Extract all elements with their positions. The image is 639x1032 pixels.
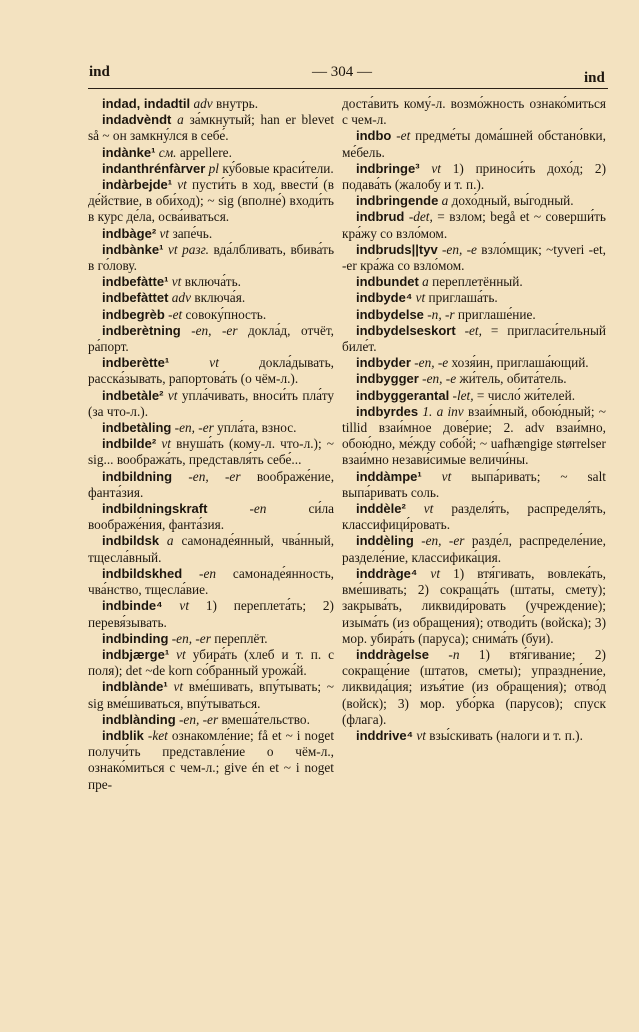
dictionary-entry <box>342 404 606 469</box>
definition-text: взы́скивать (налоги и т. п.). <box>429 727 583 743</box>
headword: indbrud <box>356 209 405 225</box>
headword: indbinding <box>102 630 169 646</box>
headword: indbàge² <box>102 225 157 241</box>
left-column <box>88 96 334 793</box>
dictionary-entry <box>342 193 606 209</box>
definition-text: самонаде́янный, чва́нный, тщесла́вный. <box>88 533 335 565</box>
dictionary-entry <box>342 290 606 306</box>
headword: indbefàtte¹ <box>102 274 169 290</box>
headword: indbringe³ <box>356 160 420 176</box>
grammar-label: vt <box>161 436 171 452</box>
dictionary-entry <box>342 274 606 290</box>
dictionary-entry <box>88 226 334 242</box>
dictionary-entry <box>342 323 606 355</box>
page-number: — 304 — <box>312 64 372 80</box>
headword: inddràgelse <box>356 646 429 662</box>
dictionary-entry <box>342 96 606 128</box>
headword: inddràge⁴ <box>356 565 418 581</box>
grammar-label: a <box>177 112 184 128</box>
grammar-label: -en, -er <box>191 322 238 338</box>
grammar-label: -en, -e <box>422 371 457 387</box>
headword: indad, indadtil <box>102 96 191 111</box>
headword: inddèling <box>356 533 414 549</box>
grammar-label: -det, <box>408 209 433 225</box>
dictionary-entry <box>88 96 334 112</box>
grammar-label: vt разг. <box>167 241 209 257</box>
grammar-label: -let, <box>452 387 474 403</box>
grammar-label: a <box>422 274 429 290</box>
grammar-label: -et, <box>464 322 482 338</box>
definition-text: взло́мщик; ~tyveri -et, -er кра́жа со взло́мом. <box>342 241 606 274</box>
grammar-label: 1. a inv <box>422 403 464 419</box>
definition-text: докла́д, отчёт, ра́порт. <box>88 322 334 355</box>
dictionary-entry <box>88 290 334 306</box>
dictionary-entry <box>88 647 334 679</box>
grammar-label: -en <box>199 565 216 581</box>
definition-text: вме́шивать, впу́тывать; ~ sig вме́шиваться, впу́тываться. <box>88 679 334 711</box>
dictionary-entry <box>88 355 334 387</box>
grammar-label: vt <box>415 290 426 306</box>
grammar-label: vt <box>423 501 434 517</box>
grammar-label: vt <box>176 646 186 662</box>
grammar-label: adv <box>171 290 191 306</box>
headword: indbyde⁴ <box>356 290 413 306</box>
definition-text: переплёт. <box>214 630 268 646</box>
headword: indbundet <box>356 274 419 290</box>
headword: indbildskhed <box>102 565 183 581</box>
dictionary-entry <box>342 307 606 323</box>
definition-text: 1) втя́гивание; 2) сокраще́ние (штатов, сметы); упраздне́ние, ликвида́ция; изъя́тие (из обращения); отво́д (войск); 3) мор. убо́рка (парусов); спуск (флага). <box>342 646 606 727</box>
dictionary-entry <box>88 598 334 630</box>
definition-text: appellere. <box>179 144 232 160</box>
definition-text: самонаде́янность, чва́нство, тщесла́вие. <box>88 565 334 598</box>
definition-text: переплетённый. <box>432 274 523 290</box>
dictionary-entry <box>342 728 606 744</box>
dictionary-entry <box>342 161 606 193</box>
dictionary-entry <box>342 533 606 565</box>
definition-text: выпа́ривать; ~ salt выпа́ривать соль. <box>342 468 606 500</box>
grammar-label: -ket <box>147 727 168 743</box>
definition-text: жи́тель, обита́тель. <box>459 371 567 387</box>
grammar-label: -n, -r <box>427 306 455 322</box>
headword: indbinde⁴ <box>102 598 163 614</box>
headword: indbànke¹ <box>102 241 164 257</box>
headword: indblànding <box>102 711 176 727</box>
grammar-label: vt <box>416 727 426 743</box>
headword: indbo <box>356 128 392 144</box>
definition-text: приглаша́ть. <box>428 290 498 306</box>
definition-text: разде́л, распределе́ние, разделе́ние, классифика́ция. <box>342 533 607 565</box>
headword: indberètte¹ <box>102 355 170 371</box>
grammar-label: -en, -er <box>174 420 214 436</box>
dictionary-entry <box>88 728 334 793</box>
headword: indbildsk <box>102 533 160 549</box>
dictionary-entry <box>88 631 334 647</box>
definition-text: вда́лбливать, вбива́ть в го́лову. <box>88 241 335 274</box>
definition-text: ку́бовые краси́тели. <box>222 160 334 176</box>
headword: indbydelse <box>356 306 424 322</box>
dictionary-entry <box>88 161 334 177</box>
headword: indbilde² <box>102 436 157 452</box>
dictionary-entry <box>88 307 334 323</box>
dictionary-entry <box>88 388 334 420</box>
grammar-label: -en <box>249 501 267 517</box>
dictionary-entry <box>342 371 606 387</box>
definition-text: запе́чь. <box>172 225 213 241</box>
headword: indberètning <box>102 322 181 338</box>
definition-text: за́мкнутый; han er blevet så ~ он замкну́лся в себе́. <box>88 112 335 144</box>
grammar-label: vt <box>167 387 178 403</box>
headword: indblik <box>102 727 144 743</box>
definition-text: доста́вить кому́-л. возмо́жность ознако́миться с чем-л. <box>342 96 606 128</box>
headword: indbefàttet <box>102 290 169 306</box>
grammar-label: см. <box>158 144 177 160</box>
grammar-label: -en, -er <box>171 630 211 646</box>
dictionary-entry <box>88 242 334 274</box>
definition-text: дохо́дный, вы́годный. <box>451 193 574 209</box>
headword: indblànde¹ <box>102 679 168 695</box>
dictionary-entry <box>342 469 606 501</box>
headword: indanthrénfàrver <box>102 160 206 176</box>
dictionary-entry <box>88 420 334 436</box>
headword: indbygger <box>356 371 419 387</box>
dictionary-entry <box>342 501 606 533</box>
definition-text: упла́та, взнос. <box>217 420 297 436</box>
grammar-label: -en, -er <box>421 533 465 549</box>
definition-text: 1) переплета́ть; 2) перевя́зывать. <box>88 598 334 630</box>
headword: indànke¹ <box>102 144 156 160</box>
grammar-label: -et <box>396 128 411 144</box>
dictionary-entry <box>88 112 334 144</box>
headword: inddàmpe¹ <box>356 468 422 484</box>
grammar-label: vt <box>430 565 441 581</box>
definition-text: воображе́ние, фанта́зия. <box>88 468 335 500</box>
headword: indàrbejde¹ <box>102 177 173 193</box>
definition-text: докла́дывать, расска́зывать, рапортова́ть (о чём-л.). <box>88 355 335 387</box>
grammar-label: -en, -er <box>188 468 241 484</box>
headword: indbjærge¹ <box>102 646 170 662</box>
definition-text: убира́ть (хлеб и т. п. с поля); det ~de korn со́бранный урожа́й. <box>88 646 335 679</box>
dictionary-entry <box>342 209 606 241</box>
definition-text: = взлом; begå et ~ соверши́ть кра́жу со взло́мом. <box>342 209 607 241</box>
grammar-label: pl <box>208 160 219 176</box>
headword: indbyder <box>356 355 411 371</box>
headword: inddèle² <box>356 501 406 517</box>
definition-text: си́ла воображе́ния, фанта́зия. <box>88 501 334 533</box>
definition-text: 1) втя́гивать, вовлека́ть, вме́шивать; 2) сокраща́ть (штаты, смету); закрыва́ть, ликвиди́ровать (учреждение); изыма́ть (из обращения); отводи́ть (войска); 3) мор. убира́ть (паруса); снима́ть (буи). <box>342 565 606 646</box>
definition-text: хозя́ин, приглаша́ющий. <box>451 355 589 371</box>
grammar-label: vt <box>441 468 452 484</box>
headword: indadvèndt <box>102 112 172 128</box>
definition-text: внутрь. <box>215 96 259 111</box>
running-head-left: ind <box>89 64 110 80</box>
definition-text: разделя́ть, распределя́ть, классифици́ровать. <box>342 501 606 533</box>
definition-text: включа́ть. <box>184 274 241 290</box>
grammar-label: vt <box>179 598 190 614</box>
headword: indbringende <box>356 193 439 209</box>
definition-text: приглаше́ние. <box>457 306 536 322</box>
definition-text: ознакомле́ние; få et ~ i noget получи́ть представле́ние о чём-л., ознако́миться с чем-л.; give én et ~ i noget пре- <box>88 727 335 792</box>
dictionary-entry <box>342 566 606 647</box>
grammar-label: -en, -er <box>178 711 219 727</box>
running-head-right: ind <box>584 70 605 86</box>
grammar-label: vt <box>209 355 219 371</box>
dictionary-entry <box>88 679 334 711</box>
definition-text: вмеша́тельство. <box>221 711 310 727</box>
definition-text: пусти́ть в ход, ввести́ (в де́йствие, в оби́ход); ~ sig (вполне́) входи́ть в курс де́ла, осва́иваться. <box>88 177 334 225</box>
dictionary-entry <box>88 566 334 598</box>
grammar-label: vt <box>173 679 184 695</box>
grammar-label: a <box>441 193 449 209</box>
definition-text: взаи́мный, обою́дный; ~ tillid взаи́мное дове́рие; 2. adv взаи́мно, обою́дно, ме́жду собо́й; ~ uafhængige størrelser взаи́мно незави́симые величи́ны. <box>342 403 606 468</box>
definition-text: предме́ты дома́шней обстано́вки, ме́бель. <box>342 128 606 160</box>
definition-text: 1) приноси́ть дохо́д; 2) подава́ть (жалобу и т. п.). <box>342 160 607 193</box>
grammar-label: -n <box>448 646 460 662</box>
dictionary-entry <box>342 388 606 404</box>
headword: indbildning <box>102 468 173 484</box>
headword: indbyrdes <box>356 403 419 419</box>
definition-text: упла́чивать, вноси́ть пла́ту (за что-л.). <box>88 387 334 419</box>
headword: indbetàling <box>102 420 172 436</box>
dictionary-entry <box>88 533 334 565</box>
grammar-label: -et <box>168 306 183 322</box>
right-column <box>342 96 606 744</box>
definition-text: = пригласи́тельный биле́т. <box>342 322 607 355</box>
headword: indbruds||tyv <box>356 241 438 257</box>
grammar-label: vt <box>177 177 187 193</box>
dictionary-entry <box>88 469 334 501</box>
definition-text: совоку́пность. <box>185 306 267 322</box>
dictionary-entry <box>342 128 606 160</box>
headword: inddrive⁴ <box>356 727 413 743</box>
dictionary-entry <box>342 647 606 728</box>
dictionary-entry <box>88 177 334 226</box>
grammar-label: vt <box>171 274 182 290</box>
grammar-label: -en, -e <box>414 355 449 371</box>
headword: indbydelseskort <box>356 322 456 338</box>
dictionary-entry <box>342 355 606 371</box>
dictionary-entry <box>88 501 334 533</box>
dictionary-entry <box>88 323 334 355</box>
grammar-label: vt <box>159 225 170 241</box>
dictionary-entry <box>88 436 334 468</box>
grammar-label: a <box>166 533 174 549</box>
header-rule <box>88 88 608 89</box>
dictionary-entry <box>342 242 606 274</box>
definition-text: включа́я. <box>194 290 246 306</box>
headword: indbyggerantal <box>356 387 450 403</box>
grammar-label: vt <box>431 160 441 176</box>
headword: indbildningskraft <box>102 501 208 517</box>
definition-text: = число́ жи́телей. <box>476 387 576 403</box>
dictionary-entry <box>88 712 334 728</box>
dictionary-entry <box>88 145 334 161</box>
definition-text: внуша́ть (кому-л. что-л.); ~ sig... вообража́ть, представля́ть себе́... <box>88 436 334 468</box>
dictionary-entry <box>88 274 334 290</box>
grammar-label: -en, -e <box>442 241 477 257</box>
grammar-label: adv <box>193 96 213 111</box>
headword: indbetàle² <box>102 387 164 403</box>
headword: indbegrèb <box>102 306 165 322</box>
